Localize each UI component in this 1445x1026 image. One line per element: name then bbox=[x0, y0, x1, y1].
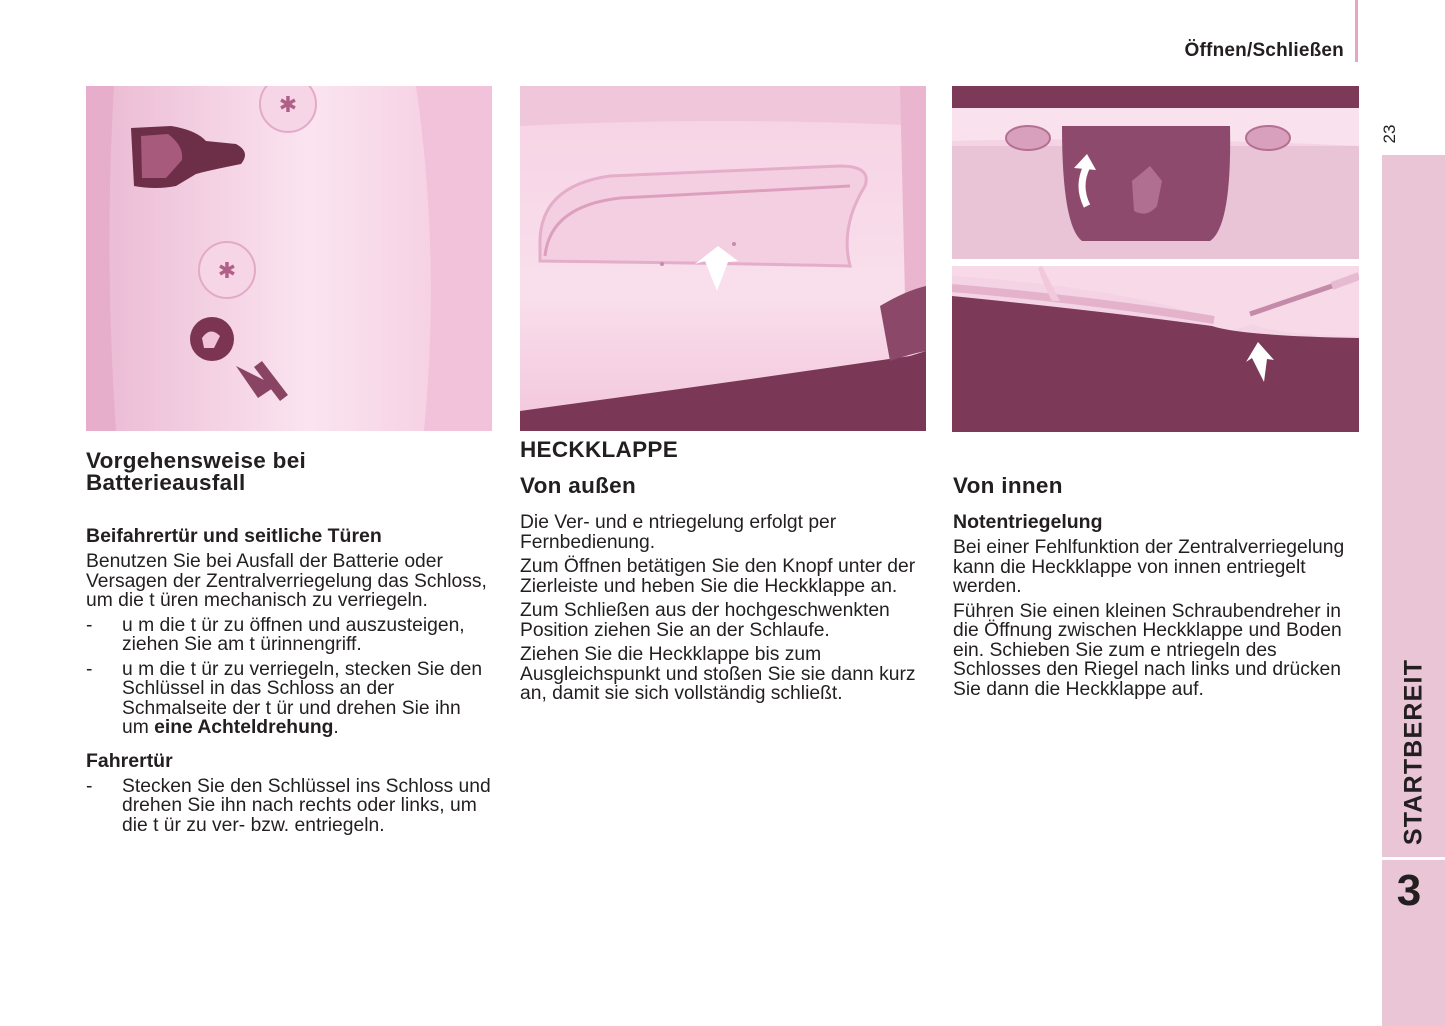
screwdriver-paragraph: Führen Sie einen kleinen Schraubendreher in die Öffnung zwischen Heckklappe und Boden ein. Schieben Sie zum e ntriegeln des Schlosses den Riegel nach links und drücken Sie dann die Heckklappe auf. bbox=[953, 600, 1342, 700]
list-item-text-end: . bbox=[333, 717, 339, 738]
list-item-text: Stecken Sie den Schlüssel ins Schloss und drehen Sie ihn nach rechts oder links, um die t ür zu ver- bzw. entriegeln. bbox=[122, 775, 491, 836]
svg-text:✱: ✱ bbox=[278, 93, 298, 118]
remote-control-paragraph: Die Ver- und e ntriegelung erfolgt per Fernbedienung. bbox=[520, 512, 837, 553]
balance-point-paragraph: Ziehen Sie die Heckklappe bis zum Ausgleichspunkt und stoßen Sie sie dann kurz an, damit sie sich vollständig schließt. bbox=[520, 644, 916, 704]
list-item-text bbox=[122, 659, 482, 739]
malfunction-paragraph: Bei einer Fehlfunktion der Zentralverriegelung kann die Heckklappe von innen entriegelt werden. bbox=[953, 537, 1345, 597]
list-dash: - bbox=[86, 775, 93, 797]
emergency-release-heading: Notentriegelung bbox=[953, 511, 1103, 533]
driver-door-heading: Fahrertür bbox=[86, 749, 173, 772]
svg-text:✱: ✱ bbox=[217, 259, 237, 284]
from-inside-heading: Von innen bbox=[953, 473, 1063, 498]
page-number: 23 bbox=[1380, 124, 1399, 144]
tailgate-handle-illustration bbox=[520, 86, 926, 431]
battery-failure-heading: Vorgehensweise bei Batterieausfall bbox=[86, 448, 307, 495]
list-dash: - bbox=[86, 614, 93, 636]
opening-paragraph: Zum Öffnen betätigen Sie den Knopf unter der Zierleiste und heben Sie die Heckklappe an. bbox=[520, 556, 916, 597]
header-divider bbox=[1355, 0, 1358, 62]
chapter-number: 3 bbox=[1396, 866, 1422, 915]
page-header-title: Öffnen/Schließen bbox=[1184, 40, 1344, 61]
list-item-text-part: u m die t ür zu verriegeln, stecken Sie den Schlüssel in das Schloss an der Schmalseite der t ür und drehen Sie ihn um bbox=[122, 658, 483, 738]
tailgate-heading: HECKKLAPPE bbox=[520, 437, 679, 462]
chapter-label: STARTBEREIT bbox=[1399, 658, 1428, 846]
from-outside-heading: Von außen bbox=[520, 473, 637, 498]
passenger-door-heading: Beifahrertür und seitliche Türen bbox=[86, 525, 382, 547]
closing-paragraph: Zum Schließen aus der hochgeschwenkten Position ziehen Sie an der Schlaufe. bbox=[520, 600, 890, 641]
list-dash: - bbox=[86, 658, 93, 680]
passenger-door-paragraph: Benutzen Sie bei Ausfall der Batterie oder Versagen der Zentralverriegelung das Schloss, um die t üren mechanisch zu verriegeln. bbox=[86, 551, 487, 611]
battery-failure-column bbox=[86, 450, 491, 835]
tailgate-inside-column bbox=[953, 475, 1353, 699]
tailgate-outside-column bbox=[520, 439, 925, 704]
list-item bbox=[86, 777, 491, 836]
list-item-text: u m die t ür zu öffnen und auszusteigen, ziehen Sie am t ürinnengriff. bbox=[122, 614, 465, 655]
list-item bbox=[86, 660, 491, 738]
door-lock-illustration bbox=[86, 86, 492, 431]
chapter-tab-divider bbox=[1382, 857, 1445, 860]
list-item-emphasis: eine Achteldrehung bbox=[154, 717, 334, 738]
tailgate-emergency-release-illustration bbox=[952, 86, 1359, 432]
list-item bbox=[86, 616, 491, 655]
